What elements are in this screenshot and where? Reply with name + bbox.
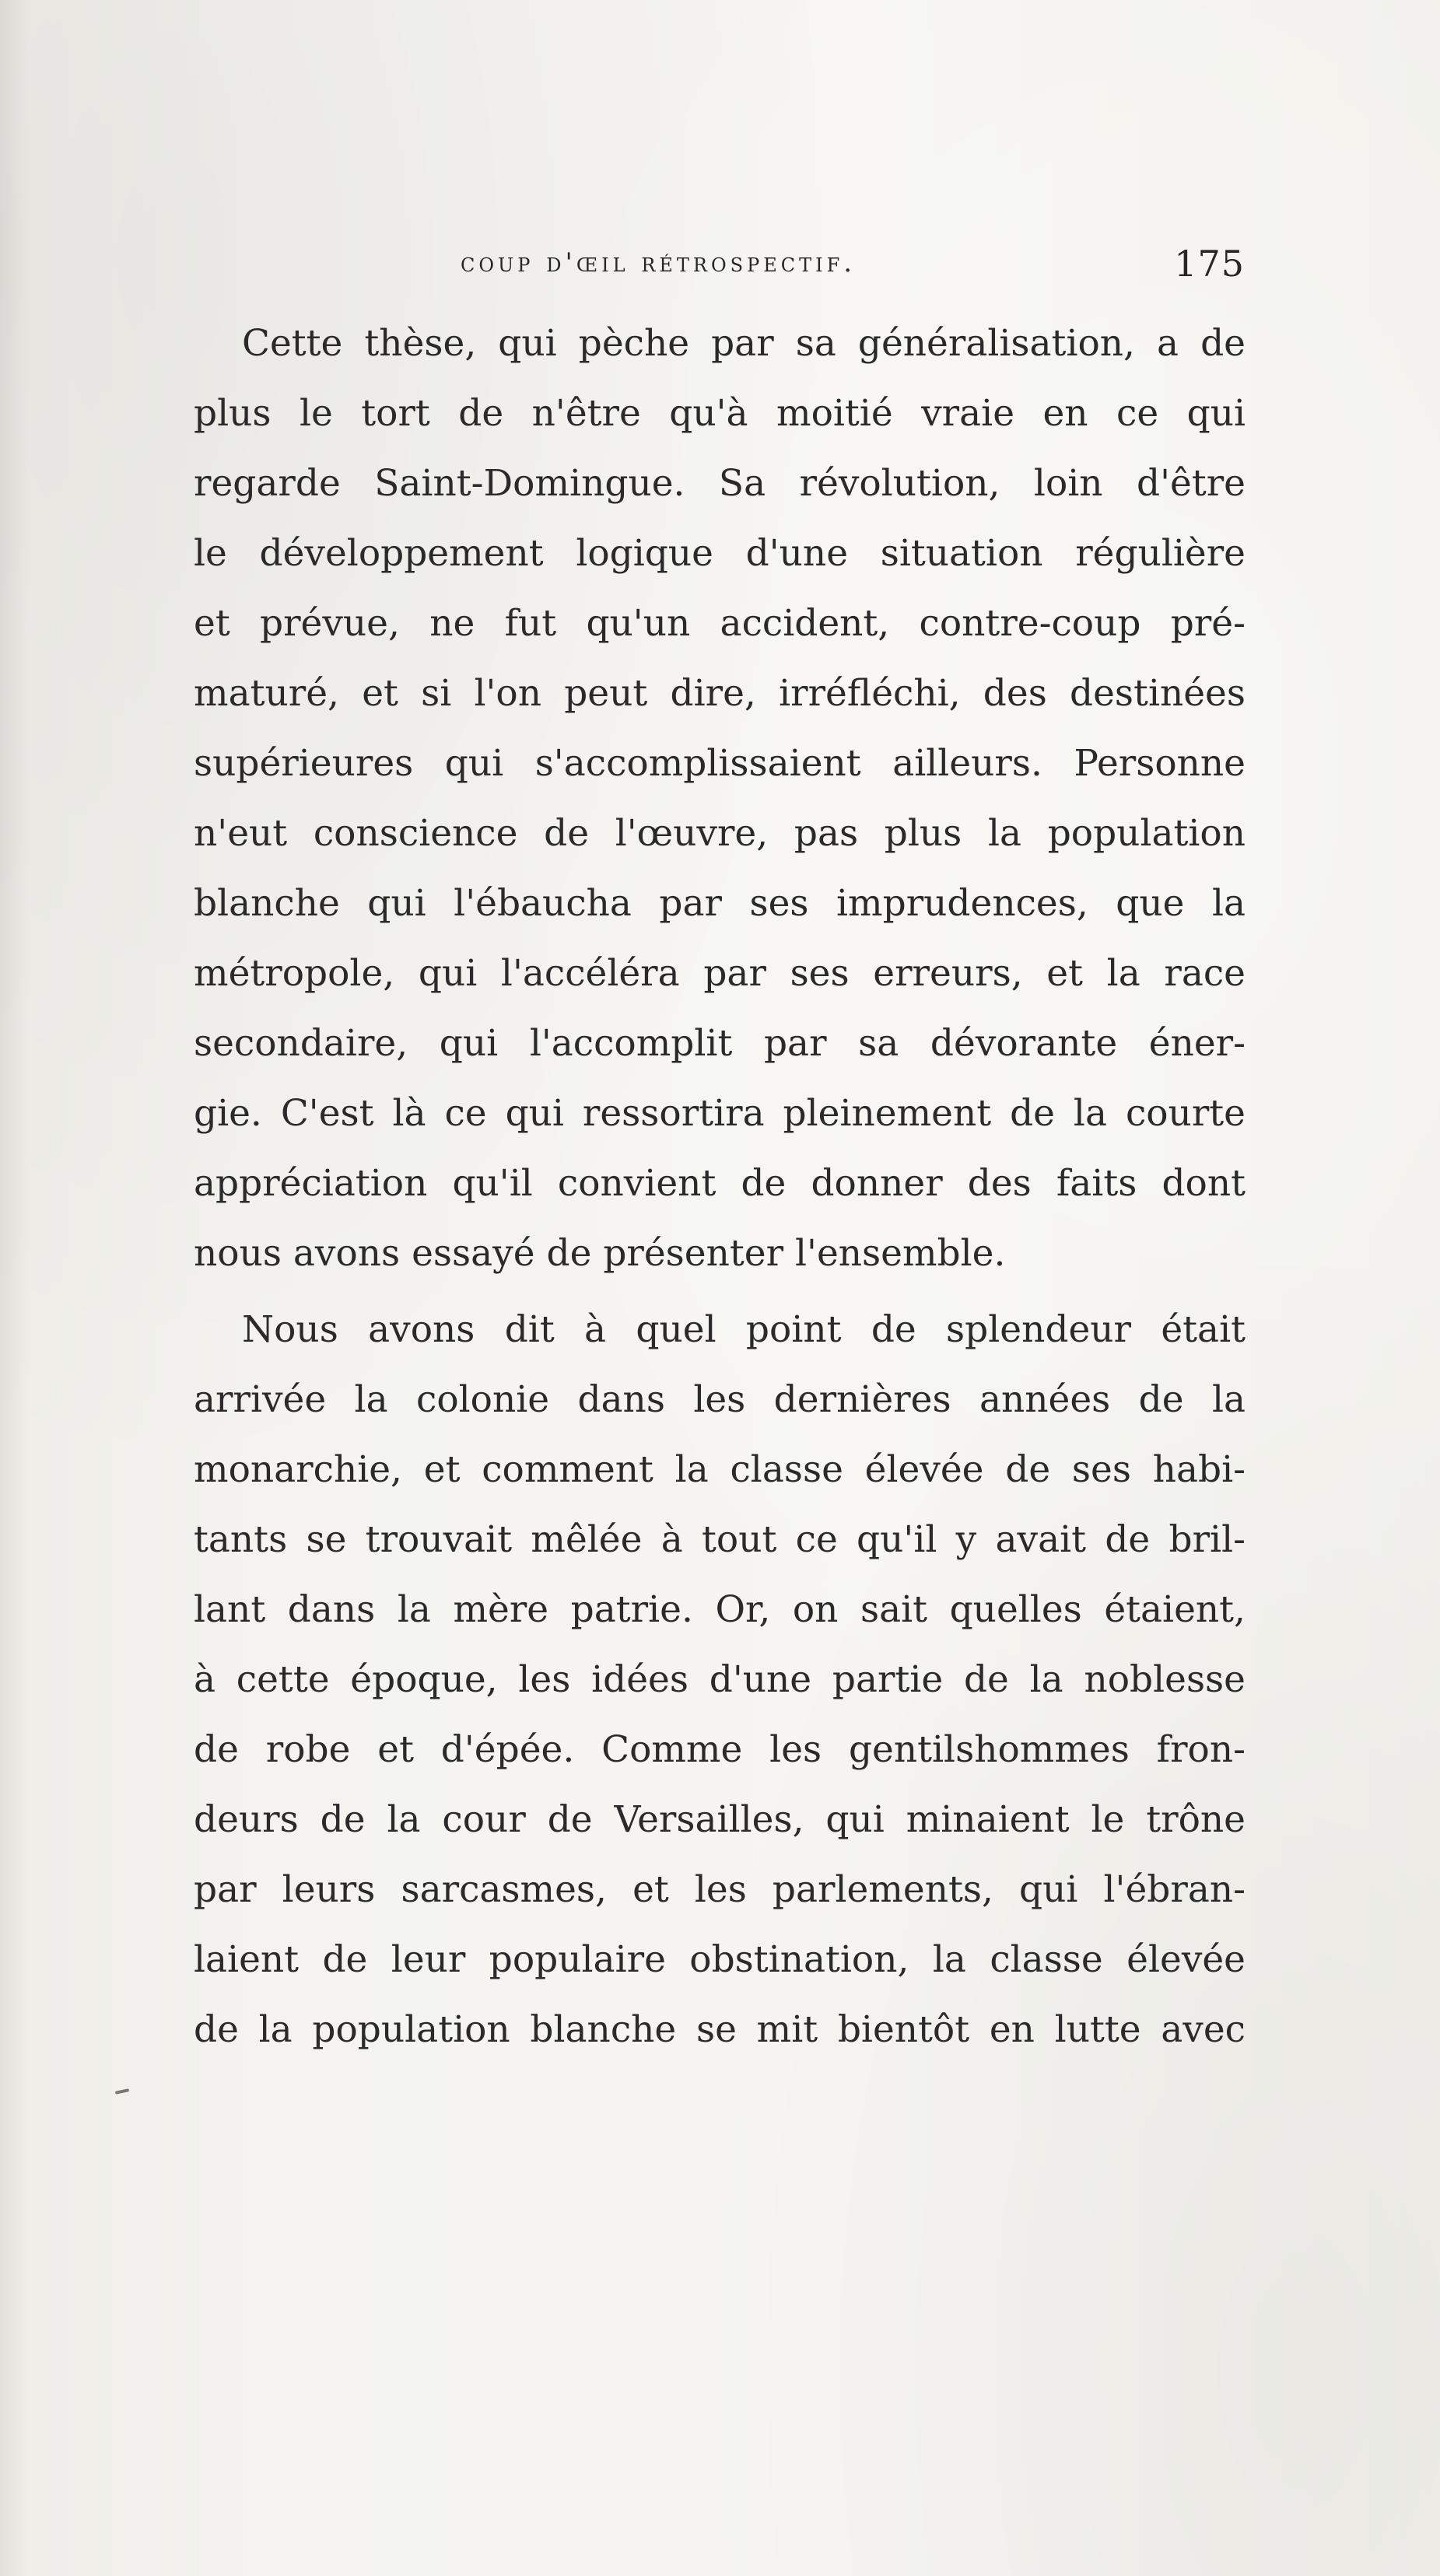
paragraph-2 bbox=[194, 1295, 1246, 2065]
text-line: secondaire, qui l'accomplit par sa dévorante éner- bbox=[194, 1022, 1246, 1065]
body-text bbox=[194, 309, 1246, 2065]
paragraph-1 bbox=[194, 309, 1246, 1289]
text-line: par leurs sarcasmes, et les parlements, qui l'ébran- bbox=[194, 1868, 1246, 1911]
running-title-part2: œil rétrospectif. bbox=[576, 247, 857, 278]
text-line: le développement logique d'une situation régulière bbox=[194, 532, 1246, 575]
running-head bbox=[194, 243, 1245, 289]
text-line: appréciation qu'il convient de donner des faits dont bbox=[194, 1162, 1246, 1205]
running-title bbox=[461, 247, 856, 278]
text-line: Cette thèse, qui pèche par sa généralisation, a de bbox=[242, 322, 1246, 365]
paragraph-gap bbox=[194, 1289, 1246, 1295]
text-line: arrivée la colonie dans les dernières années de la bbox=[194, 1378, 1246, 1421]
text-line: de robe et d'épée. Comme les gentilshommes fron- bbox=[194, 1728, 1246, 1771]
text-line: supérieures qui s'accomplissaient ailleurs. Personne bbox=[194, 742, 1246, 785]
text-line: gie. C'est là ce qui ressortira pleinement de la courte bbox=[194, 1092, 1246, 1135]
text-line: à cette époque, les idées d'une partie de la noblesse bbox=[194, 1658, 1246, 1701]
text-line: blanche qui l'ébaucha par ses imprudences, que la bbox=[194, 882, 1246, 925]
text-line: n'eut conscience de l'œuvre, pas plus la population bbox=[194, 812, 1246, 855]
text-line: deurs de la cour de Versailles, qui minaient le trône bbox=[194, 1798, 1246, 1841]
text-line: monarchie, et comment la classe élevée de ses habi- bbox=[194, 1448, 1246, 1491]
text-line: de la population blanche se mit bientôt en lutte avec bbox=[194, 2008, 1246, 2051]
text-line: plus le tort de n'être qu'à moitié vraie en ce qui bbox=[194, 392, 1246, 435]
text-line: métropole, qui l'accéléra par ses erreurs, et la race bbox=[194, 952, 1246, 995]
text-line: et prévue, ne fut qu'un accident, contre-coup pré- bbox=[194, 602, 1246, 645]
running-title-part1: coup d' bbox=[461, 247, 576, 278]
text-line: tants se trouvait mêlée à tout ce qu'il y avait de bril- bbox=[194, 1518, 1246, 1561]
page-number: 175 bbox=[1174, 243, 1245, 285]
text-line: laient de leur populaire obstination, la classe élevée bbox=[194, 1938, 1246, 1981]
text-line: lant dans la mère patrie. Or, on sait quelles étaient, bbox=[194, 1588, 1246, 1631]
text-line: Nous avons dit à quel point de splendeur était bbox=[242, 1308, 1246, 1351]
text-line: regarde Saint-Domingue. Sa révolution, loin d'être bbox=[194, 462, 1246, 505]
text-line: maturé, et si l'on peut dire, irréfléchi, des destinées bbox=[194, 672, 1246, 715]
paper-speck bbox=[115, 2088, 129, 2095]
text-line: nous avons essayé de présenter l'ensemble. bbox=[194, 1232, 1006, 1275]
